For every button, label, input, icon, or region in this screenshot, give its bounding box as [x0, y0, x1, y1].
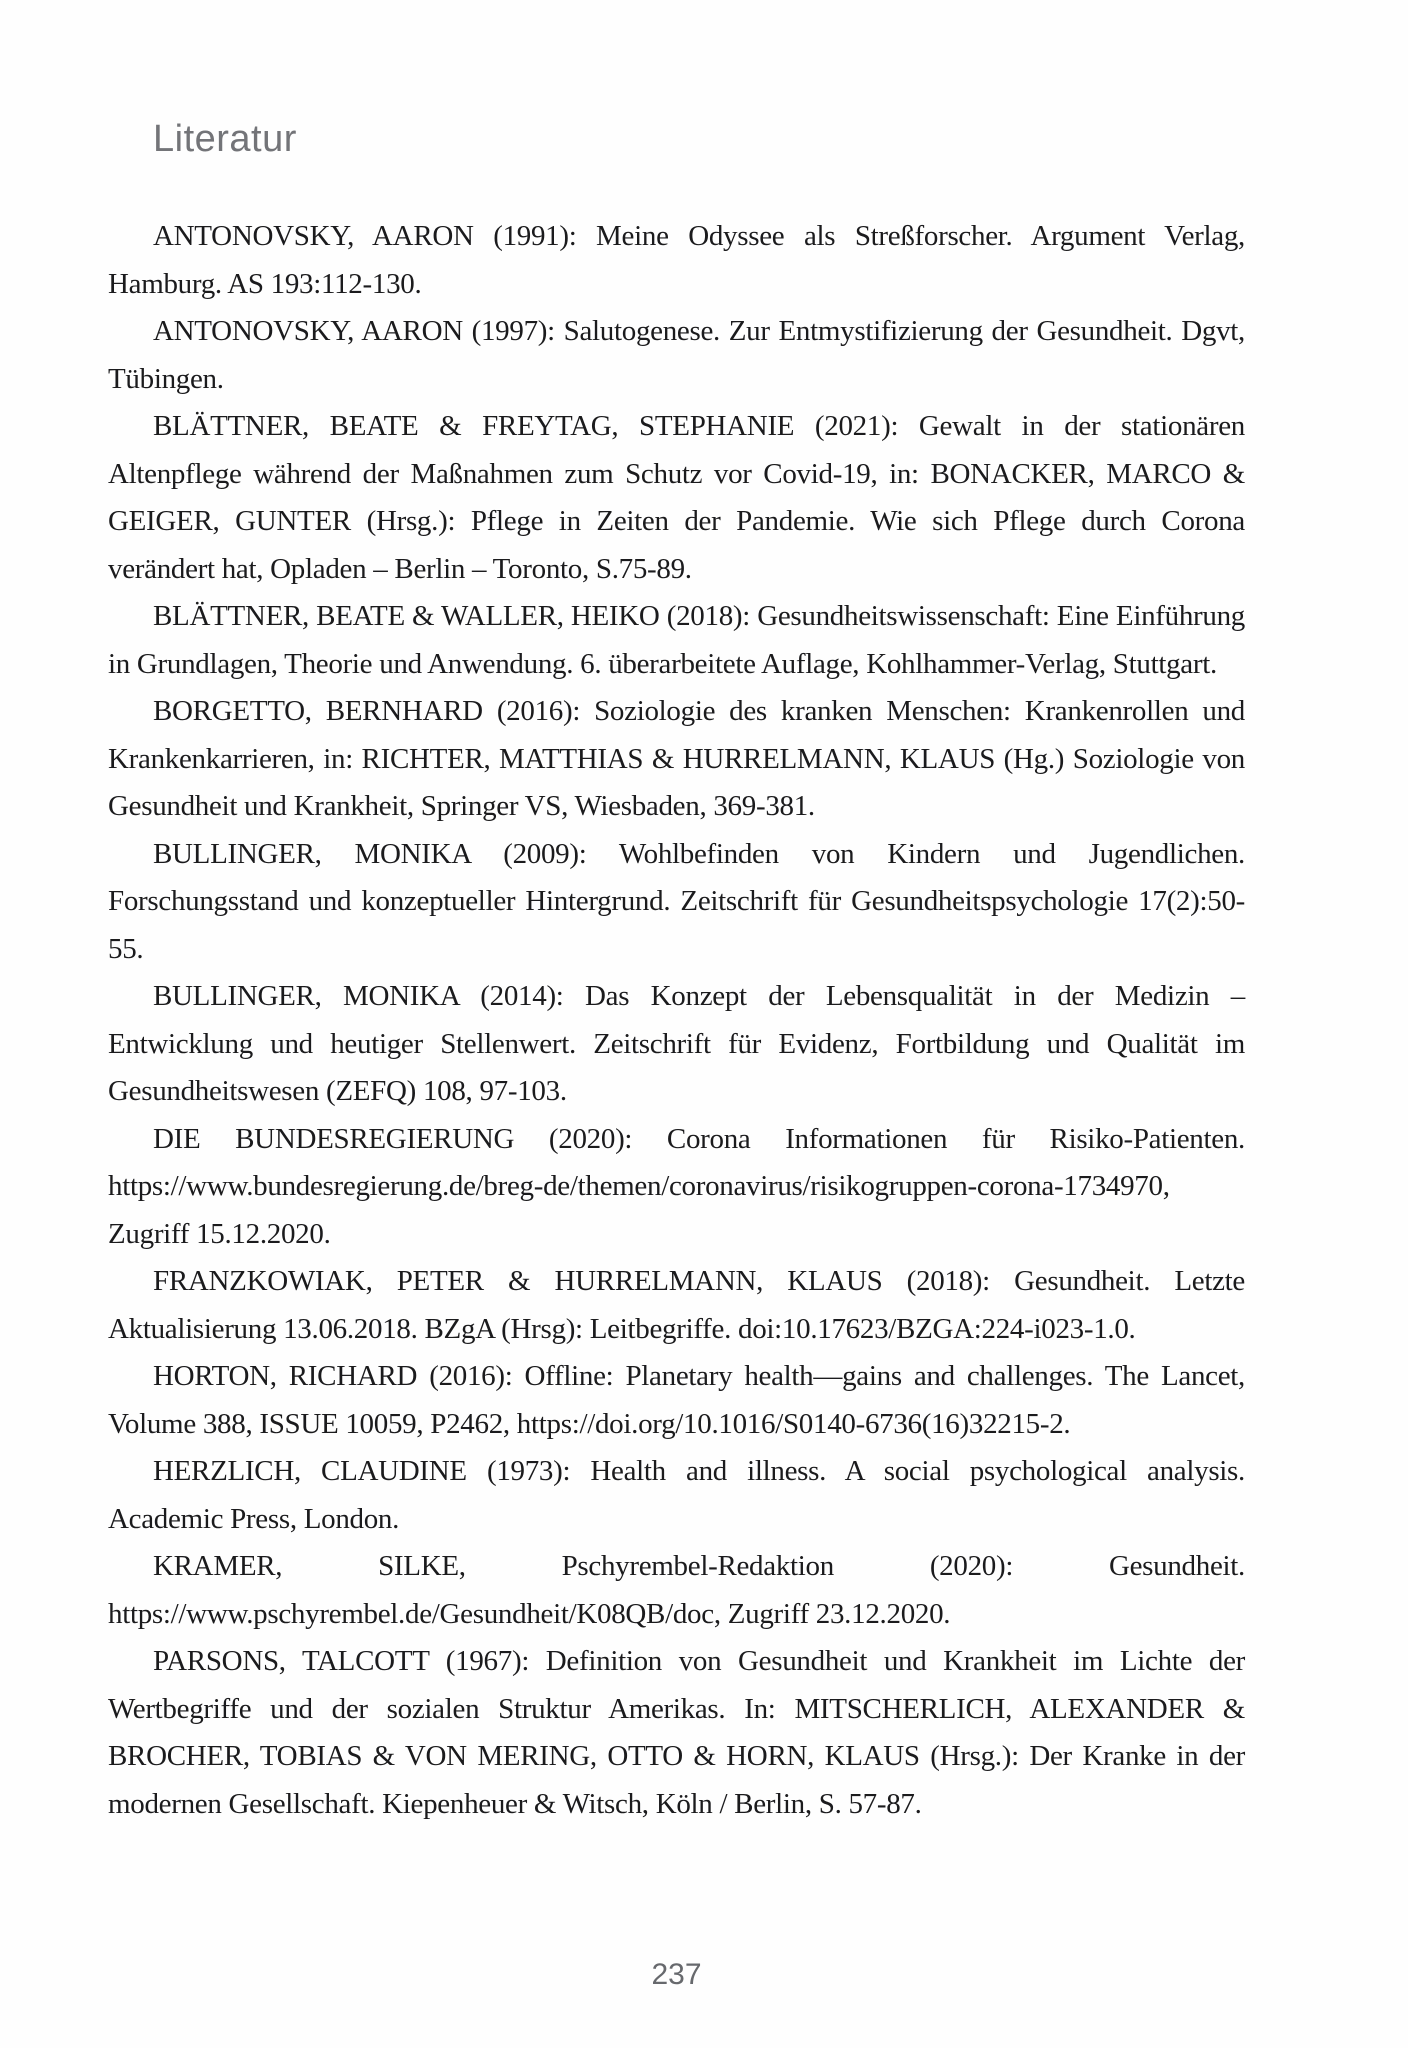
reference-list — [108, 213, 1245, 1828]
reference-entry: BORGETTO, BERNHARD (2016): Soziologie des kranken Menschen: Krankenrollen und Krankenkarrieren, in: RICHTER, MATTHIAS & HURRELMANN, KLAUS (Hg.) Soziologie von Gesundheit und Krankheit, Springer VS, Wiesbaden, 369-381. — [108, 695, 1245, 822]
reference-entry: KRAMER, SILKE, Pschyrembel-Redaktion (2020): Gesundheit. https://www.pschyrembel.de/Gesundheit/K08QB/doc, Zugriff 23.12.2020. — [108, 1550, 1245, 1630]
reference-entry: PARSONS, TALCOTT (1967): Definition von Gesundheit und Krankheit im Lichte der Wertbegriffe und der sozialen Struktur Amerikas. In: MITSCHERLICH, ALEXANDER & BROCHER, TOBIAS & VON MERING, OTTO & HORN, KLAUS (Hrsg.): Der Kranke in der modernen Gesellschaft. Kiepenheuer & Witsch, Köln / Berlin, S. 57-87. — [108, 1645, 1245, 1820]
reference-entry: DIE BUNDESREGIERUNG (2020): Corona Informationen für Risiko-Patienten. https://www.bundesregierung.de/breg-de/themen/coronavirus/risikogruppen-corona-1734970, Zugriff 15.12.2020. — [108, 1122, 1245, 1250]
page-number: 237 — [651, 1958, 702, 1991]
reference-entry: ANTONOVSKY, AARON (1991): Meine Odyssee als Streßforscher. Argument Verlag, Hamburg. AS 193:112-130. — [108, 220, 1245, 300]
reference-entry: HERZLICH, CLAUDINE (1973): Health and illness. A social psychological analysis. Academic Press, London. — [108, 1455, 1245, 1535]
reference-entry: BULLINGER, MONIKA (2014): Das Konzept der Lebensqualität in der Medizin – Entwicklung und heutiger Stellenwert. Zeitschrift für Evidenz, Fortbildung und Qualität im Gesundheitswesen (ZEFQ) 108, 97-103. — [108, 980, 1245, 1107]
section-heading: Literatur — [153, 118, 297, 160]
reference-entry: BLÄTTNER, BEATE & FREYTAG, STEPHANIE (2021): Gewalt in der stationären Altenpflege während der Maßnahmen zum Schutz vor Covid-19, in: BONACKER, MARCO & GEIGER, GUNTER (Hrsg.): Pflege in Zeiten der Pandemie. Wie sich Pflege durch Corona verändert hat, Opladen – Berlin – Toronto, S.75-89. — [108, 410, 1245, 585]
reference-entry: ANTONOVSKY, AARON (1997): Salutogenese. Zur Entmystifizierung der Gesundheit. Dgvt, Tübingen. — [108, 315, 1245, 395]
reference-entry: BULLINGER, MONIKA (2009): Wohlbefinden von Kindern und Jugendlichen. Forschungsstand und konzeptueller Hintergrund. Zeitschrift für Gesundheitspsychologie 17(2):50-55. — [108, 837, 1245, 965]
reference-entry: BLÄTTNER, BEATE & WALLER, HEIKO (2018): Gesundheitswissenschaft: Eine Einführung in Grundlagen, Theorie und Anwendung. 6. überarbeitete Auflage, Kohlhammer-Verlag, Stuttgart. — [108, 600, 1245, 680]
reference-entry: HORTON, RICHARD (2016): Offline: Planetary health—gains and challenges. The Lancet, Volume 388, ISSUE 10059, P2462, https://doi.org/10.1016/S0140-6736(16)32215-2. — [108, 1360, 1245, 1440]
reference-entry: FRANZKOWIAK, PETER & HURRELMANN, KLAUS (2018): Gesundheit. Letzte Aktualisierung 13.06.2018. BZgA (Hrsg): Leitbegriffe. doi:10.17623/BZGA:224-i023-1.0. — [108, 1265, 1245, 1345]
